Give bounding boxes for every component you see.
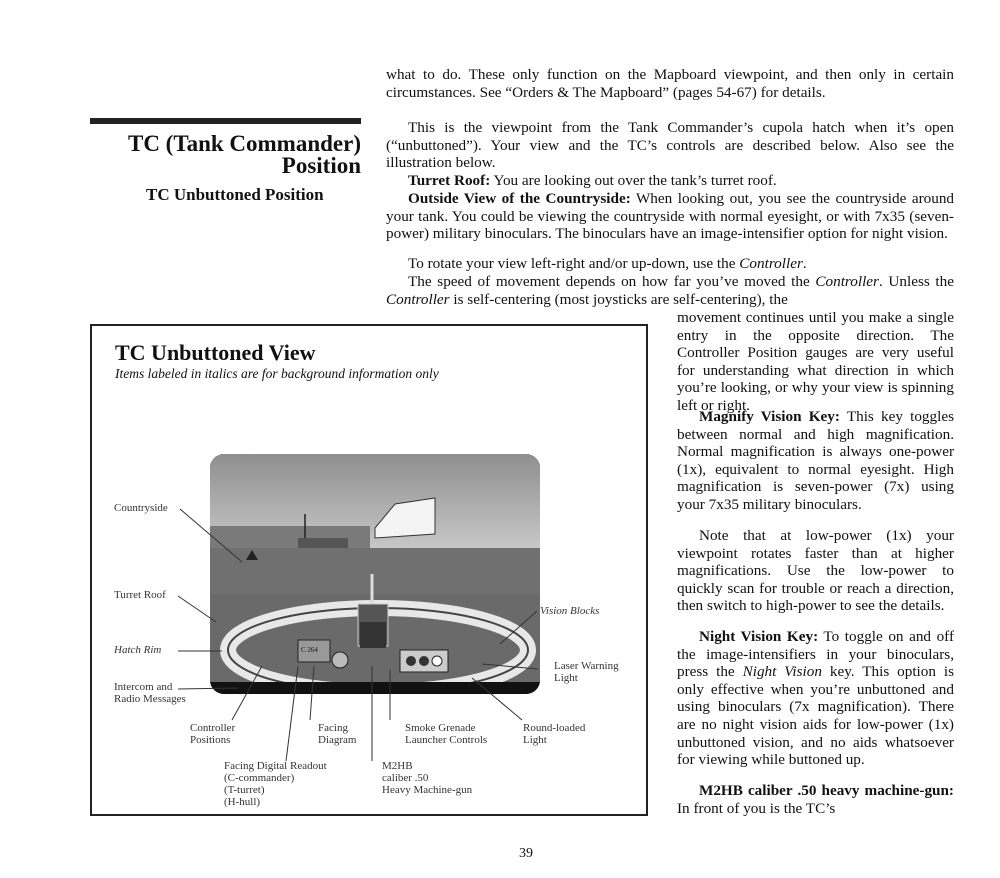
readout-text: C 264 [301, 646, 318, 654]
vision-blocks [360, 622, 386, 648]
label-round-line1: Round-loaded [523, 722, 586, 734]
section-heading-line1: TC (Tank Commander) [127, 131, 361, 156]
label-digital-line3: (T-turret) [224, 784, 265, 796]
rotate-end: . [802, 255, 807, 272]
m2hb-text: In front of you is the TC’s [677, 799, 836, 817]
outside-view-text: When looking out, you see the countryside around your tank. You could be viewing the countryside with normal eyesight, or with 7x35 (seven-power) military binoculars. The binoculars have an image-intensifier option for night vision. [386, 190, 955, 243]
term-turret-roof: Turret Roof: [408, 172, 491, 189]
label-round-loaded [523, 722, 585, 746]
label-controller-positions [190, 722, 235, 746]
speed-text-3: is self-centering (most joysticks are self-centering), the [449, 290, 788, 308]
term-m2hb: M2HB caliber .50 heavy machine-gun: [699, 782, 954, 799]
smoke-button-1 [406, 656, 416, 666]
label-laser-line2: Light [554, 672, 578, 684]
night-text-1: To toggle on and off the image-intensifiers in your binoculars, press the [677, 628, 954, 681]
term-night-vision: Night Vision Key: [699, 628, 819, 645]
label-laser-line1: Laser Warning [554, 660, 619, 672]
label-turret-roof: Turret Roof [114, 589, 166, 601]
body-paragraph-low-power: Note that at low-power (1x) your viewpoint rotates faster than at higher magnifications. Use the low-power to quickly scan for trouble or reach a direction, then switch to high-power to see the details. [677, 527, 954, 615]
label-smoke-grenade [405, 722, 487, 746]
figure-subtitle: Items labeled in italics are for background information only [115, 366, 439, 381]
label-facing-digital-readout [224, 760, 327, 808]
label-facing-line1: Facing [318, 722, 348, 734]
label-m2hb-line3: Heavy Machine-gun [382, 784, 473, 796]
turret-roof-text: You are looking out over the tank’s turret roof. [490, 172, 777, 189]
body-paragraph-turret-roof [386, 172, 954, 190]
label-digital-line4: (H-hull) [224, 796, 261, 808]
game-screenshot [210, 454, 540, 694]
controller-term: Controller [815, 273, 879, 290]
body-paragraph-viewpoint: This is the viewpoint from the Tank Commander’s cupola hatch when it’s open (“unbuttoned”). Your view and the TC’s controls are described below. Also see the illustration below. [386, 119, 954, 172]
label-controller-line2: Positions [190, 734, 231, 746]
body-paragraph-m2hb [677, 782, 954, 817]
rotate-text: To rotate your view left-right and/or up-down, use the [408, 255, 740, 272]
body-paragraph-magnify [677, 408, 954, 514]
label-digital-line1: Facing Digital Readout [224, 760, 327, 772]
body-paragraph-night-vision [677, 628, 954, 769]
label-intercom [114, 681, 186, 705]
term-outside-view: Outside View of the Countryside: [408, 190, 631, 207]
body-paragraph-speed-cont: movement continues until you make a single entry in the opposite direction. The Controller Position gauges are very useful for understanding what direction in which you’re looking, or why your view is spinning left or right. [677, 309, 954, 414]
term-magnify-vision: Magnify Vision Key: [699, 408, 840, 425]
night-text-2: key. This option is only effective when you’re unbuttoned and using binoculars (7x magnification). There are no night vision aids for low-power (1x) unbuttoned vision, and no aids whatsoever for viewing while buttoned up. [677, 663, 954, 769]
speed-text-2: . Unless the [878, 273, 954, 290]
distant-structure [298, 538, 348, 548]
controller-term: Controller [386, 290, 450, 308]
label-intercom-line2: Radio Messages [114, 693, 186, 705]
game-scene [210, 454, 540, 694]
smoke-button-2 [419, 656, 429, 666]
label-m2hb [382, 760, 472, 796]
label-laser-warning [554, 660, 619, 684]
heading-rule [90, 118, 361, 124]
label-m2hb-line2: caliber .50 [382, 772, 429, 784]
label-facing-diagram [318, 722, 356, 746]
figure-title: TC Unbuttoned View [115, 340, 316, 365]
magnify-text: This key toggles between normal and high magnification. Normal magnification is always one-power (1x), equivalent to normal eyesight. High magnification is seven-power (7x) using your 7x35 military binoculars. [677, 408, 954, 513]
speed-text-1: The speed of movement depends on how far you’ve moved the [408, 273, 816, 290]
section-heading-line2: Position [281, 153, 361, 178]
intro-paragraph: what to do. These only function on the Mapboard viewpoint, and then only in certain circumstances. See “Orders & The Mapboard” (pages 54-67) for details. [386, 66, 954, 101]
night-vision-key-term: Night Vision [742, 663, 822, 681]
label-facing-line2: Diagram [318, 734, 357, 746]
label-intercom-line1: Intercom and [114, 681, 173, 693]
figure-box [90, 324, 648, 816]
label-controller-line1: Controller [190, 722, 236, 734]
label-round-line2: Light [523, 734, 547, 746]
subsection-heading: TC Unbuttoned Position [146, 185, 324, 204]
label-smoke-line1: Smoke Grenade [405, 722, 476, 734]
body-paragraph-outside-view [386, 190, 954, 243]
label-digital-line2: (C-commander) [224, 772, 295, 784]
facing-diagram [332, 652, 348, 668]
laser-warning-light [432, 656, 442, 666]
label-hatch-rim: Hatch Rim [114, 644, 162, 656]
label-m2hb-line1: M2HB [382, 760, 413, 772]
body-paragraph-speed [386, 273, 954, 308]
label-vision-blocks: Vision Blocks [540, 605, 600, 617]
controller-term: Controller [739, 255, 803, 272]
body-paragraph-rotate [386, 255, 954, 273]
label-countryside: Countryside [114, 502, 168, 514]
label-smoke-line2: Launcher Controls [405, 734, 488, 746]
page-number: 39 [519, 846, 533, 861]
screen-bottom-bar [210, 682, 540, 694]
